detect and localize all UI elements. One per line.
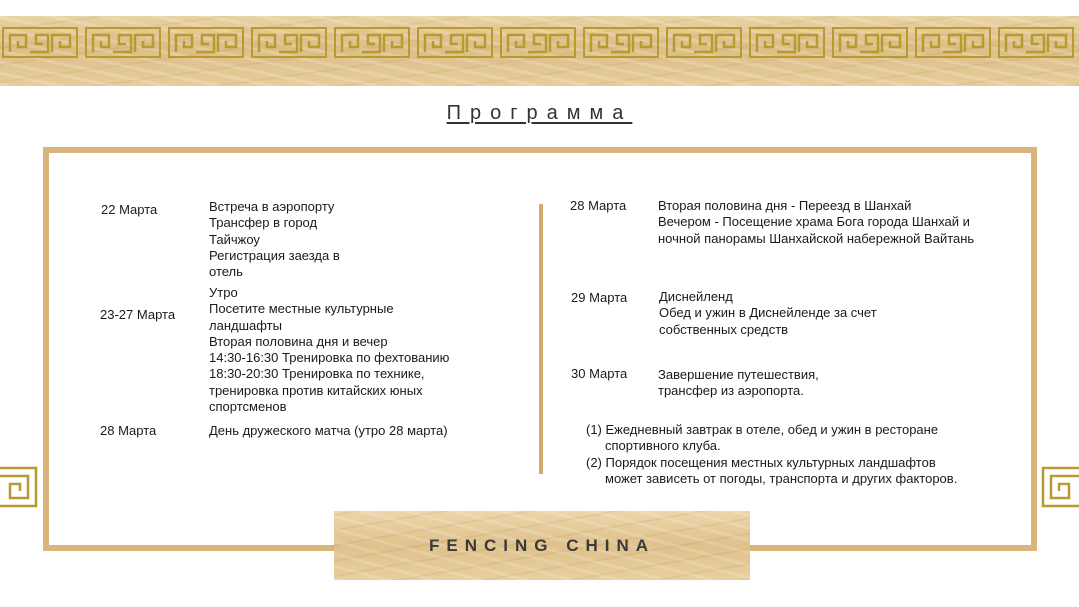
meander-corner-left <box>0 464 44 510</box>
schedule-entry <box>209 423 448 439</box>
schedule-line: Вторая половина дня и вечер <box>209 333 388 349</box>
meander-pattern-top <box>0 26 1079 60</box>
schedule-line: ландшафты <box>209 317 282 333</box>
column-divider <box>539 204 543 474</box>
schedule-entry <box>658 367 819 400</box>
schedule-line: Утро <box>209 285 238 300</box>
schedule-entry <box>209 199 340 280</box>
schedule-line: трансфер из аэропорта. <box>658 383 804 399</box>
meander-corner-right <box>1035 464 1079 510</box>
schedule-line: Диснейленд <box>659 289 733 304</box>
schedule-line: спортсменов <box>209 399 287 415</box>
schedule-line: собственных средств <box>659 321 789 337</box>
schedule-entry <box>209 285 449 415</box>
page-title: Программа <box>446 102 633 124</box>
schedule-date: 28 Марта <box>570 198 627 213</box>
schedule-line: тренировка против китайских юных <box>209 382 423 398</box>
schedule-line: Завершение путешествия, <box>658 367 819 382</box>
schedule-line: Обед и ужин в Диснейленде за счет <box>659 305 877 321</box>
schedule-line: Встреча в аэропорту <box>209 199 335 214</box>
schedule-line: Тайчжоу <box>209 231 260 247</box>
schedule-line: Вторая половина дня - Переезд в Шанхай <box>658 198 912 213</box>
schedule-line: Вечером - Посещение храма Бога города Шанхай и <box>658 214 970 230</box>
footer-plaque <box>334 511 750 580</box>
schedule-date: 22 Марта <box>101 202 158 217</box>
schedule-line: отель <box>209 264 243 280</box>
note-line: спортивного клуба. <box>605 438 721 454</box>
schedule-entry <box>659 289 877 338</box>
schedule-line: 18:30-20:30 Тренировка по технике, <box>209 366 425 382</box>
note-line: (2) Порядок посещения местных культурных ландшафтов <box>586 454 936 470</box>
note-line: (1) Ежедневный завтрак в отеле, обед и ужин в ресторане <box>586 422 939 437</box>
schedule-date: 28 Марта <box>100 423 157 438</box>
schedule-line: Посетите местные культурные <box>209 301 394 317</box>
schedule-line: Регистрация заезда в <box>209 247 340 263</box>
notes <box>586 422 957 487</box>
schedule-line: 14:30-16:30 Тренировка по фехтованию <box>209 350 450 366</box>
schedule-line: Трансфер в город <box>209 215 318 231</box>
schedule-date: 30 Марта <box>571 366 628 381</box>
schedule-line: ночной панорамы Шанхайской набережной Вайтань <box>658 230 975 246</box>
schedule-date: 23-27 Марта <box>100 307 176 322</box>
schedule-date: 29 Марта <box>571 290 628 305</box>
schedule-entry <box>658 198 974 247</box>
note-line: может зависеть от погоды, транспорта и других факторов. <box>605 470 958 486</box>
footer-label: FENCING CHINA <box>428 536 656 555</box>
schedule-line: День дружеского матча (утро 28 марта) <box>209 423 448 438</box>
